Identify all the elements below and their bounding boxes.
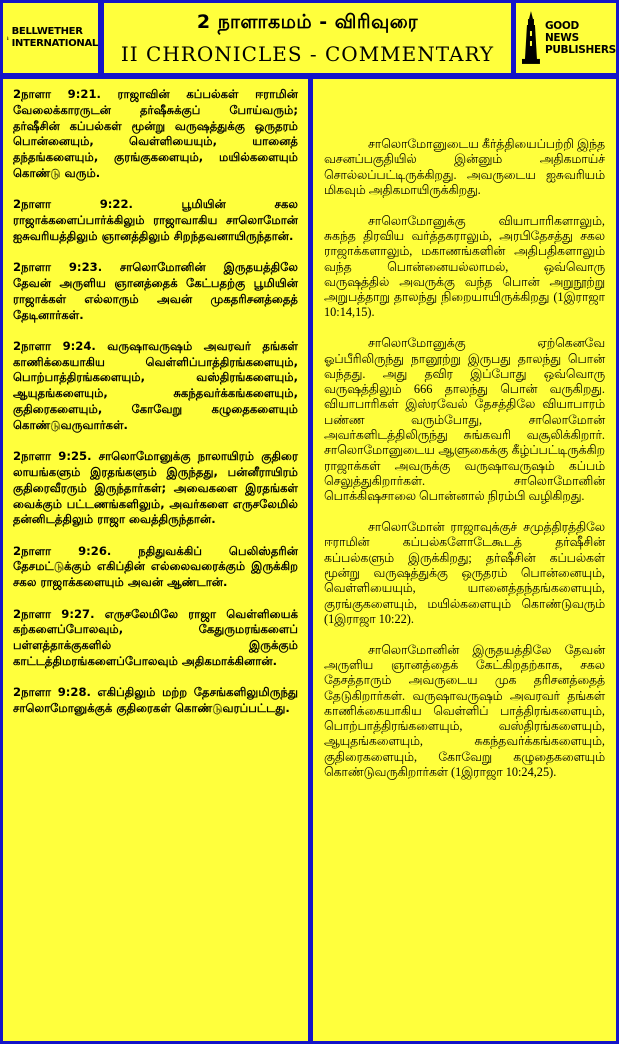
logo-left-line2: INTERNATIONAL <box>11 38 98 49</box>
verse-paragraph: 2நாளா 9:23. சாலொமோனின் இருதயத்திலே தேவன் அருளிய ஞானத்தைக் கேட்பதற்கு பூமியின் ராஜாக்கள் எல்லாரும் அவன் முகதரிசனத்தைத் தேடினார்கள். <box>13 260 298 322</box>
bellwether-logo <box>3 3 98 73</box>
title-english: II CHRONICLES - COMMENTARY <box>120 42 495 66</box>
commentary-paragraph: சாலொமோன் ராஜாவுக்குச் சமுத்திரத்திலே ஈராமின் கப்பல்களோடேகூடத் தர்ஷீசின் கப்பல்களும் இருக்கிறது; தர்ஷீசின் கப்பல்கள் மூன்று வருஷத்துக்கு ஒருதரம் பொன்னையும், வெள்ளியையும், யானைத்தந்தங்களையும், குரங்குகளையும், மயில்களையும் கொண்டுவரும் (1இராஜா 10:22). <box>324 520 605 626</box>
tower-icon <box>7 9 9 67</box>
verse-paragraph: 2நாளா 9:28. எகிப்திலும் மற்ற தேசங்களிலுமிருந்து சாலொமோனுக்குக் குதிரைகள் கொண்டுவரப்பட்டது. <box>13 685 298 715</box>
verse-paragraph: 2நாளா 9:27. எருசலேமிலே ராஜா வெள்ளியைக் கற்களைப்போலவும், கேதுருமரங்களைப் பள்ளத்தாக்குகளில் இருக்கும் காட்டத்திமரங்களைப்போலவும் அதிகமாக்கினான். <box>13 606 298 668</box>
logo-left-line1: BELLWETHER <box>11 26 83 37</box>
commentary-paragraph: சாலொமோனின் இருதயத்திலே தேவன் அருளிய ஞானத்தைக் கேட்கிறதற்காக, சகல தேசத்தாரும் அவருடைய முக தரிசனத்தைத் தேடுகிறார்கள். வருஷாவருஷம் அவரவர் தங்கள் காணிக்கையாகிய வெள்ளிப் பாத்திரங்களையும், பொற்பாத்திரங்களையும், வஸ்திரங்களையும், ஆயுதங்களையும், சுகந்தவர்க்கங்களையும், குதிரைகளையும், கோவேறு கழுதைகளையும் கொண்டுவருகிறார்கள் (1இராஜா 10:24,25). <box>324 642 605 779</box>
verse-paragraph: 2நாளா 9:25. சாலொமோனுக்கு நாலாயிரம் குதிரை லாயங்களும் இரதங்களும் இருந்தது, பன்னீராயிரம் குதிரைவீரரும் இருந்தார்கள்; அவைகளை இரதங்கள் வைக்கும் பட்டணங்களிலும், அவர்களை எருசலேமில் தன்னிடத்திலும் ராஜா வைத்திருந்தான். <box>13 449 298 527</box>
commentary-paragraph: சாலொமோனுடைய கீர்த்தியைப்பற்றி இந்த வசனப்பகுதியில் இன்னும் அதிகமாய்ச் சொல்லப்பட்டிருக்கிறது. அவருடைய ஐசுவரியம் மிகவும் அதிகமாயிருக்கிறது. <box>324 137 605 197</box>
header <box>104 3 511 73</box>
tower-icon <box>520 9 542 67</box>
verse-paragraph: 2நாளா 9:22. பூமியின் சகல ராஜாக்களைப்பார்க்கிலும் ராஜாவாகிய சாலொமோன் ஐசுவரியத்திலும் ஞானத்திலும் சிறந்தவனாயிருந்தான். <box>13 197 298 243</box>
verse-paragraph: 2நாளா 9:21. ராஜாவின் கப்பல்கள் ஈராமின் வேலைக்காரருடன் தர்ஷீசுக்குப் போய்வரும்; தர்ஷீசின் கப்பல்கள் மூன்று வருஷத்துக்கு ஒருதரம் பொன்னையும், வெள்ளியையும், யானைத் தந்தங்களையும், குரங்குகளையும், மயில்களையும் கொண்டு வரும். <box>13 87 298 180</box>
verse-paragraph: 2நாளா 9:24. வருஷாவருஷம் அவரவர் தங்கள் காணிக்கையாகிய வெள்ளிப்பாத்திரங்களையும், பொற்பாத்திரங்களையும், வஸ்திரங்களையும், ஆயுதங்களையும், சுகந்தவர்க்கங்களையும், குதிரைகளையும், கோவேறு கழுதைகளையும் கொண்டுவருவார்கள். <box>13 338 298 432</box>
commentary-paragraph: சாலொமோனுக்கு வியாபாரிகளாலும், சுகந்த திரவிய வர்த்தகராலும், அரபிதேசத்து சகல ராஜாக்களாலும், மகாணங்களின் அதிபதிகளாலும் வந்த பொன்னையல்லாமல், ஒவ்வொரு வருஷத்தில் அவருக்கு வந்த பொன் அறுநூற்று அறுபத்தாறு தாலந்து நிறையாயிருக்கிறது (1இராஜா 10:14,15). <box>324 213 605 320</box>
logo-right-line2: PUBLISHERS <box>544 44 616 56</box>
verse-paragraph: 2நாளா 9:26. நதிதுவக்கிப் பெலிஸ்தரின் தேசமட்டுக்கும் எகிப்தின் எல்லைவரைக்கும் இருக்கிற சகல ராஜாக்களையும் அவன் ஆண்டான். <box>13 543 298 590</box>
commentary-column <box>313 79 616 1041</box>
verse-column <box>3 79 308 1041</box>
good-news-logo <box>516 3 616 73</box>
title-tamil: 2 நாளாகமம் - விரிவுரை <box>196 11 419 33</box>
logo-right-line1: GOOD NEWS <box>544 20 579 44</box>
commentary-paragraph: சாலொமோனுக்கு ஏற்கெனவே ஓப்பீரிலிருந்து நானூற்று இருபது தாலந்து பொன் வந்தது. அது தவிர இப்போது ஒவ்வொரு வருஷத்திலும் 666 தாலந்து பொன் வருகிறது. வியாபாரிகள் இஸ்ரவேல் தேசத்திலே வியாபாரம் பண்ண வரும்போது, சாலொமோன் அவர்களிடத்திலிருந்து சுங்கவரி வசூலிக்கிறார். சாலொமோனுடைய ஆளுகைக்கு கீழ்ப்பட்டிருக்கிற ராஜாக்கள் அவருக்கு வருஷாவருஷம் கப்பம் செலுத்துகிறார்கள். சாலொமோனின் பொக்கிஷசாலை பொன்னால் நிரம்பி வழிகிறது. <box>324 336 605 504</box>
